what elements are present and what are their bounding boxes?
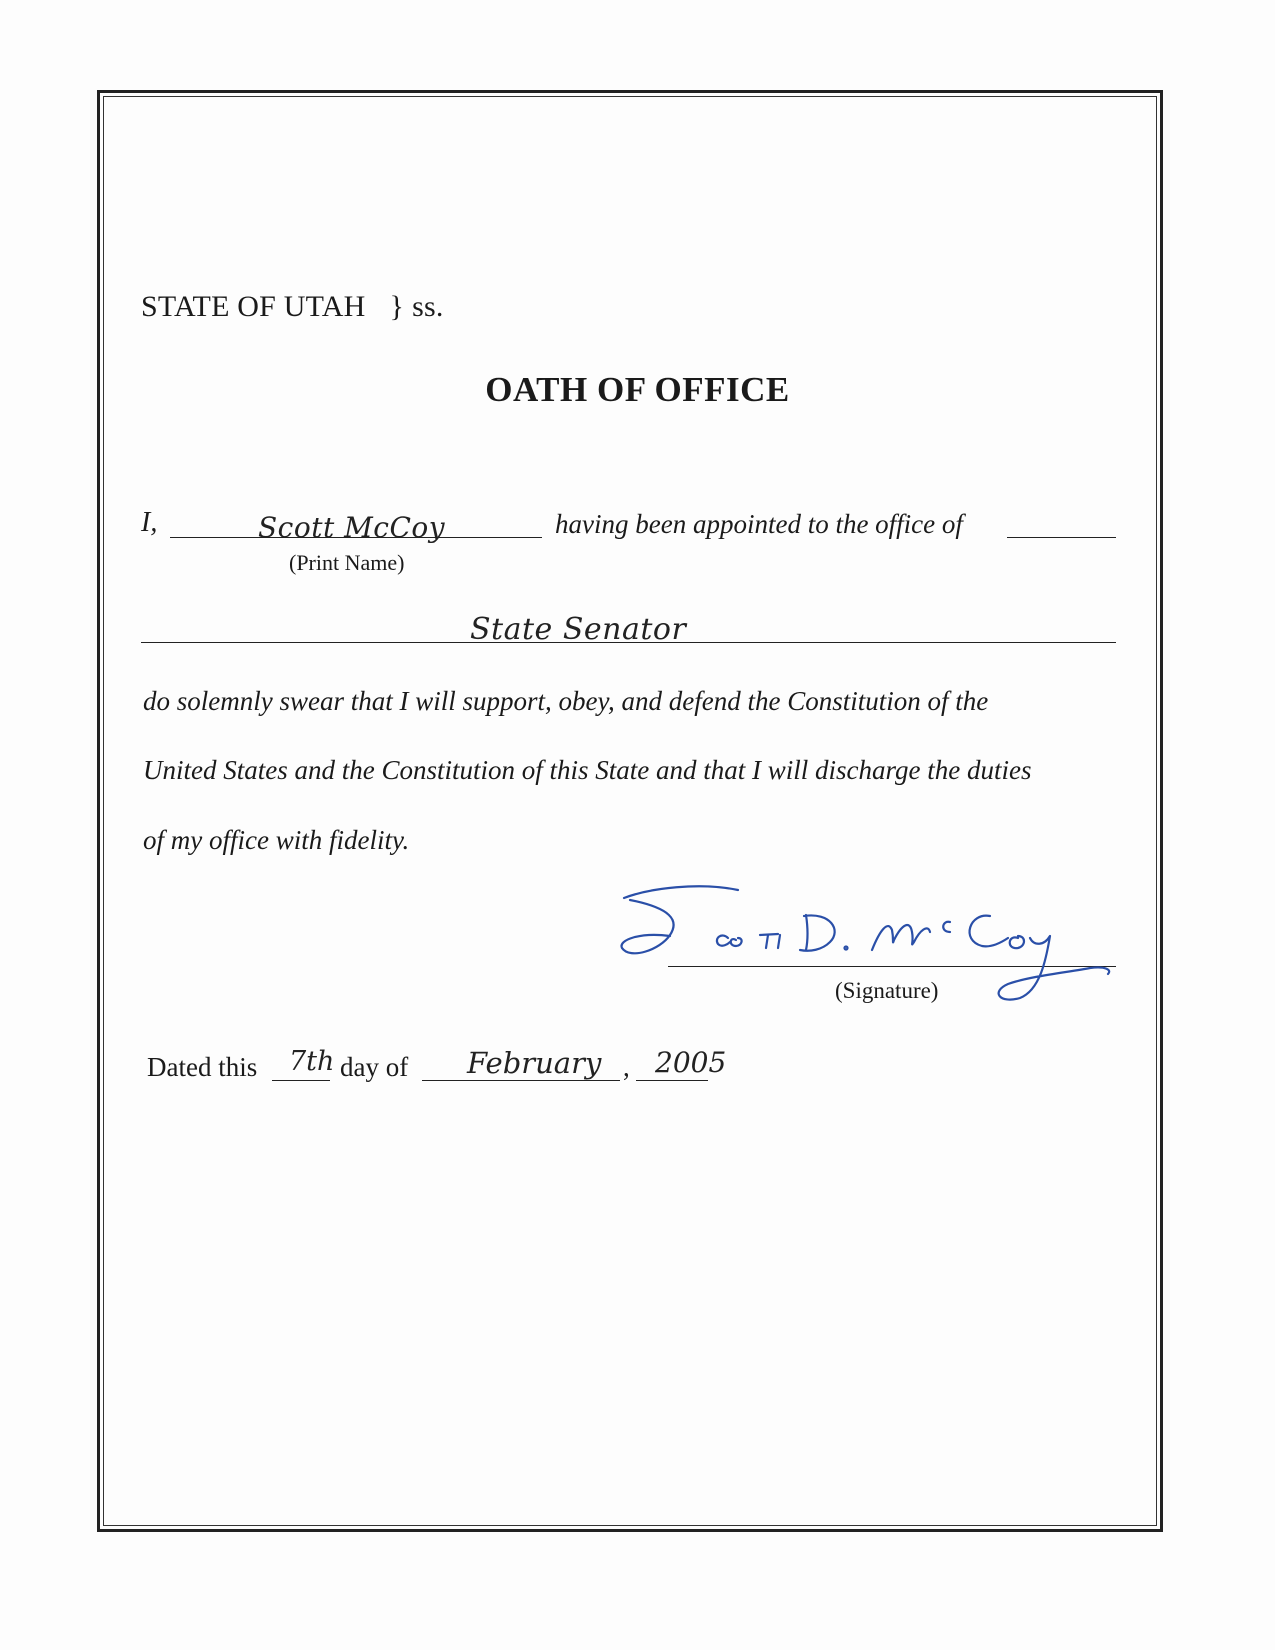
print-name-field: Scott McCoy [258, 511, 446, 544]
oath-pronoun: I, [141, 507, 158, 538]
signature-label: (Signature) [835, 978, 939, 1003]
oath-body-line-2: United States and the Constitution of this State and that I will discharge the duties [143, 755, 1032, 785]
month-line [422, 1080, 620, 1081]
dated-line [147, 1046, 747, 1092]
oath-body-line-3: of my office with fidelity. [143, 825, 410, 855]
brace: } [389, 290, 405, 323]
state-heading [141, 290, 444, 324]
oath-body-line-1: do solemnly swear that I will support, obey, and defend the Constitution of the [143, 686, 989, 716]
dated-comma: , [623, 1052, 630, 1082]
year-field: 2005 [655, 1046, 727, 1079]
state-name: STATE OF UTAH [141, 290, 366, 323]
dated-middle: day of [340, 1052, 409, 1082]
office-field: State Senator [470, 612, 687, 647]
dated-prefix: Dated this [147, 1052, 258, 1082]
print-name-label: (Print Name) [289, 550, 405, 575]
year-line [636, 1080, 708, 1081]
document-title: OATH OF OFFICE [485, 370, 790, 409]
appointment-text: having been appointed to the office of [555, 509, 963, 539]
day-line [272, 1080, 330, 1081]
day-field: 7th [289, 1046, 335, 1077]
ss-abbrev: ss. [412, 290, 444, 323]
office-line-start [1007, 537, 1116, 538]
month-field: February [467, 1046, 602, 1080]
